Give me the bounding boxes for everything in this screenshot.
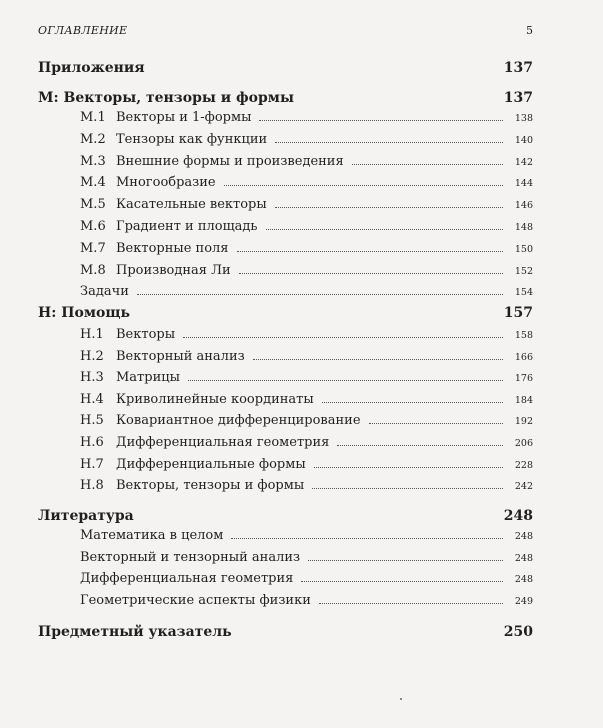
toc-entry-title: Тензоры как функции bbox=[116, 131, 268, 147]
toc-section-title: Предметный указатель bbox=[38, 624, 232, 640]
toc-entry-leader bbox=[337, 445, 503, 446]
toc-entry-leader bbox=[188, 380, 503, 381]
toc-entry-leader bbox=[275, 142, 503, 143]
toc-entry[interactable] bbox=[80, 478, 533, 493]
toc-entry-number: H.5 bbox=[80, 413, 104, 429]
toc-entry-leader bbox=[301, 581, 503, 582]
toc-entry-page: 192 bbox=[514, 416, 533, 428]
toc-entry-page: 248 bbox=[514, 552, 533, 564]
toc-section[interactable] bbox=[38, 508, 533, 524]
toc-entry-title: Дифференциальная геометрия bbox=[80, 571, 294, 587]
toc-entry-title: Дифференциальные формы bbox=[116, 456, 306, 472]
toc-entry[interactable] bbox=[80, 457, 533, 472]
toc-entry-page: 154 bbox=[514, 287, 533, 299]
toc-entry-page: 148 bbox=[514, 222, 533, 233]
toc-entry-page: 142 bbox=[514, 156, 533, 168]
toc-entry-page: 206 bbox=[514, 438, 533, 449]
paper-speck bbox=[400, 698, 402, 700]
toc-entry-page: 150 bbox=[514, 243, 533, 255]
toc-entry[interactable] bbox=[80, 413, 533, 428]
toc-entry-page: 146 bbox=[514, 200, 533, 212]
toc-entry-leader bbox=[231, 538, 503, 539]
toc-section-title: M: Векторы, тензоры и формы bbox=[38, 90, 294, 106]
toc-entry-page: 158 bbox=[514, 330, 533, 341]
toc-entry-leader bbox=[312, 488, 503, 489]
toc-entry-leader bbox=[183, 337, 503, 338]
toc-entry-number: M.2 bbox=[80, 131, 106, 147]
toc-entry-number: M.3 bbox=[80, 153, 106, 169]
toc-entry[interactable] bbox=[80, 263, 533, 278]
toc-entry-number: M.4 bbox=[80, 175, 106, 191]
toc-entry-number: M.5 bbox=[80, 197, 106, 213]
toc-entry-title: Внешние формы и произведения bbox=[116, 153, 344, 169]
toc-entry-leader bbox=[314, 467, 503, 468]
toc-entry-title: Касательные векторы bbox=[116, 197, 267, 213]
toc-entry-title: Криволинейные координаты bbox=[116, 391, 314, 407]
toc-entry[interactable] bbox=[80, 197, 533, 212]
toc-entry-title: Векторы и 1-формы bbox=[116, 110, 252, 125]
toc-entry[interactable] bbox=[80, 528, 533, 543]
toc-entry-title: Задачи bbox=[80, 284, 129, 300]
toc-entry-number: M.7 bbox=[80, 240, 106, 256]
toc-entry-number: H.6 bbox=[80, 435, 104, 450]
toc-entry-leader bbox=[308, 560, 503, 561]
toc-entry-page: 249 bbox=[514, 596, 533, 608]
toc-entry-title: Многообразие bbox=[116, 175, 216, 191]
toc-entry[interactable] bbox=[80, 327, 533, 342]
toc-entry-number: H.2 bbox=[80, 348, 104, 364]
toc-entry[interactable] bbox=[80, 349, 533, 364]
toc-entry-leader bbox=[237, 251, 504, 252]
toc-entry-leader bbox=[319, 603, 503, 604]
toc-entry-leader bbox=[224, 185, 503, 186]
toc-entry-leader bbox=[253, 359, 503, 360]
toc-entry-page: 166 bbox=[514, 351, 533, 363]
toc-section-page: 137 bbox=[503, 60, 533, 76]
running-header bbox=[38, 24, 533, 40]
toc-entry-page: 242 bbox=[514, 481, 533, 493]
toc-entry-leader bbox=[266, 229, 504, 230]
toc-entry-number: H.7 bbox=[80, 456, 104, 472]
toc-entry-leader bbox=[369, 423, 503, 424]
toc-section-page: 250 bbox=[503, 624, 533, 640]
toc-entry-title: Векторный и тензорный анализ bbox=[80, 549, 301, 565]
toc-section[interactable] bbox=[38, 90, 533, 106]
toc-section[interactable] bbox=[38, 624, 533, 640]
toc-entry-number: H.8 bbox=[80, 478, 104, 494]
toc-entry-title: Ковариантное дифференцирование bbox=[116, 413, 361, 429]
toc-section-page: 137 bbox=[503, 90, 533, 106]
toc-entry-number: M.1 bbox=[80, 110, 106, 125]
toc-entry-page: 144 bbox=[514, 178, 533, 190]
toc-entry[interactable] bbox=[80, 241, 533, 256]
header-title: ОГЛАВЛЕНИЕ bbox=[38, 24, 128, 37]
toc-section-title: Приложения bbox=[38, 60, 145, 76]
toc-entry[interactable] bbox=[80, 550, 533, 565]
toc-entry[interactable] bbox=[80, 571, 533, 586]
toc-entry[interactable] bbox=[80, 392, 533, 407]
toc-entry-title: Дифференциальная геометрия bbox=[116, 435, 330, 450]
toc-entry[interactable] bbox=[80, 219, 533, 234]
toc-section-title: H: Помощь bbox=[38, 305, 130, 321]
header-page-number: 5 bbox=[526, 24, 533, 37]
toc-entry[interactable] bbox=[80, 370, 533, 385]
toc-entry-title: Векторные поля bbox=[116, 240, 229, 256]
toc-entry[interactable] bbox=[80, 593, 533, 608]
toc-entry[interactable] bbox=[80, 132, 533, 147]
toc-entry-number: H.1 bbox=[80, 327, 104, 342]
toc-entry-page: 140 bbox=[514, 134, 533, 146]
toc-entry-page: 248 bbox=[514, 574, 533, 586]
toc-section-title: Литература bbox=[38, 508, 134, 524]
toc-entry-page: 228 bbox=[514, 459, 533, 471]
toc-entry-title: Геометрические аспекты физики bbox=[80, 593, 311, 609]
toc-entry-page: 248 bbox=[514, 531, 533, 542]
toc-entry[interactable] bbox=[80, 110, 533, 125]
toc-entry-leader bbox=[352, 164, 503, 165]
toc-entry-page: 176 bbox=[514, 373, 533, 385]
toc-entry[interactable] bbox=[80, 175, 533, 190]
toc-entry-title: Векторный анализ bbox=[116, 348, 245, 364]
toc-entry-title: Матрицы bbox=[116, 370, 180, 386]
toc-entry[interactable] bbox=[80, 284, 533, 299]
toc-section[interactable] bbox=[38, 60, 533, 76]
toc-section-page: 157 bbox=[503, 305, 533, 321]
toc-entry-leader bbox=[239, 273, 503, 274]
toc-entry-leader bbox=[322, 402, 503, 403]
toc-entry-page: 184 bbox=[514, 394, 533, 406]
toc-entry-leader bbox=[259, 120, 503, 121]
toc-entry-title: Векторы bbox=[116, 327, 176, 342]
toc-entry-title: Градиент и площадь bbox=[116, 219, 258, 234]
toc-entry-page: 152 bbox=[514, 265, 533, 277]
toc-entry-number: M.8 bbox=[80, 262, 106, 278]
toc-entry[interactable] bbox=[80, 435, 533, 450]
toc-entry-number: M.6 bbox=[80, 219, 106, 234]
toc-entry-title: Математика в целом bbox=[80, 528, 224, 543]
toc-entry-number: H.4 bbox=[80, 391, 104, 407]
toc-entry-title: Векторы, тензоры и формы bbox=[116, 478, 305, 494]
toc-entry-leader bbox=[275, 207, 503, 208]
toc-entry-title: Производная Ли bbox=[116, 262, 231, 278]
toc-entry[interactable] bbox=[80, 154, 533, 169]
toc-entry-leader bbox=[137, 294, 503, 295]
toc-section[interactable] bbox=[38, 305, 533, 321]
toc-entry-number: H.3 bbox=[80, 370, 104, 386]
toc-section-page: 248 bbox=[503, 508, 533, 524]
toc-entry-page: 138 bbox=[514, 113, 533, 124]
